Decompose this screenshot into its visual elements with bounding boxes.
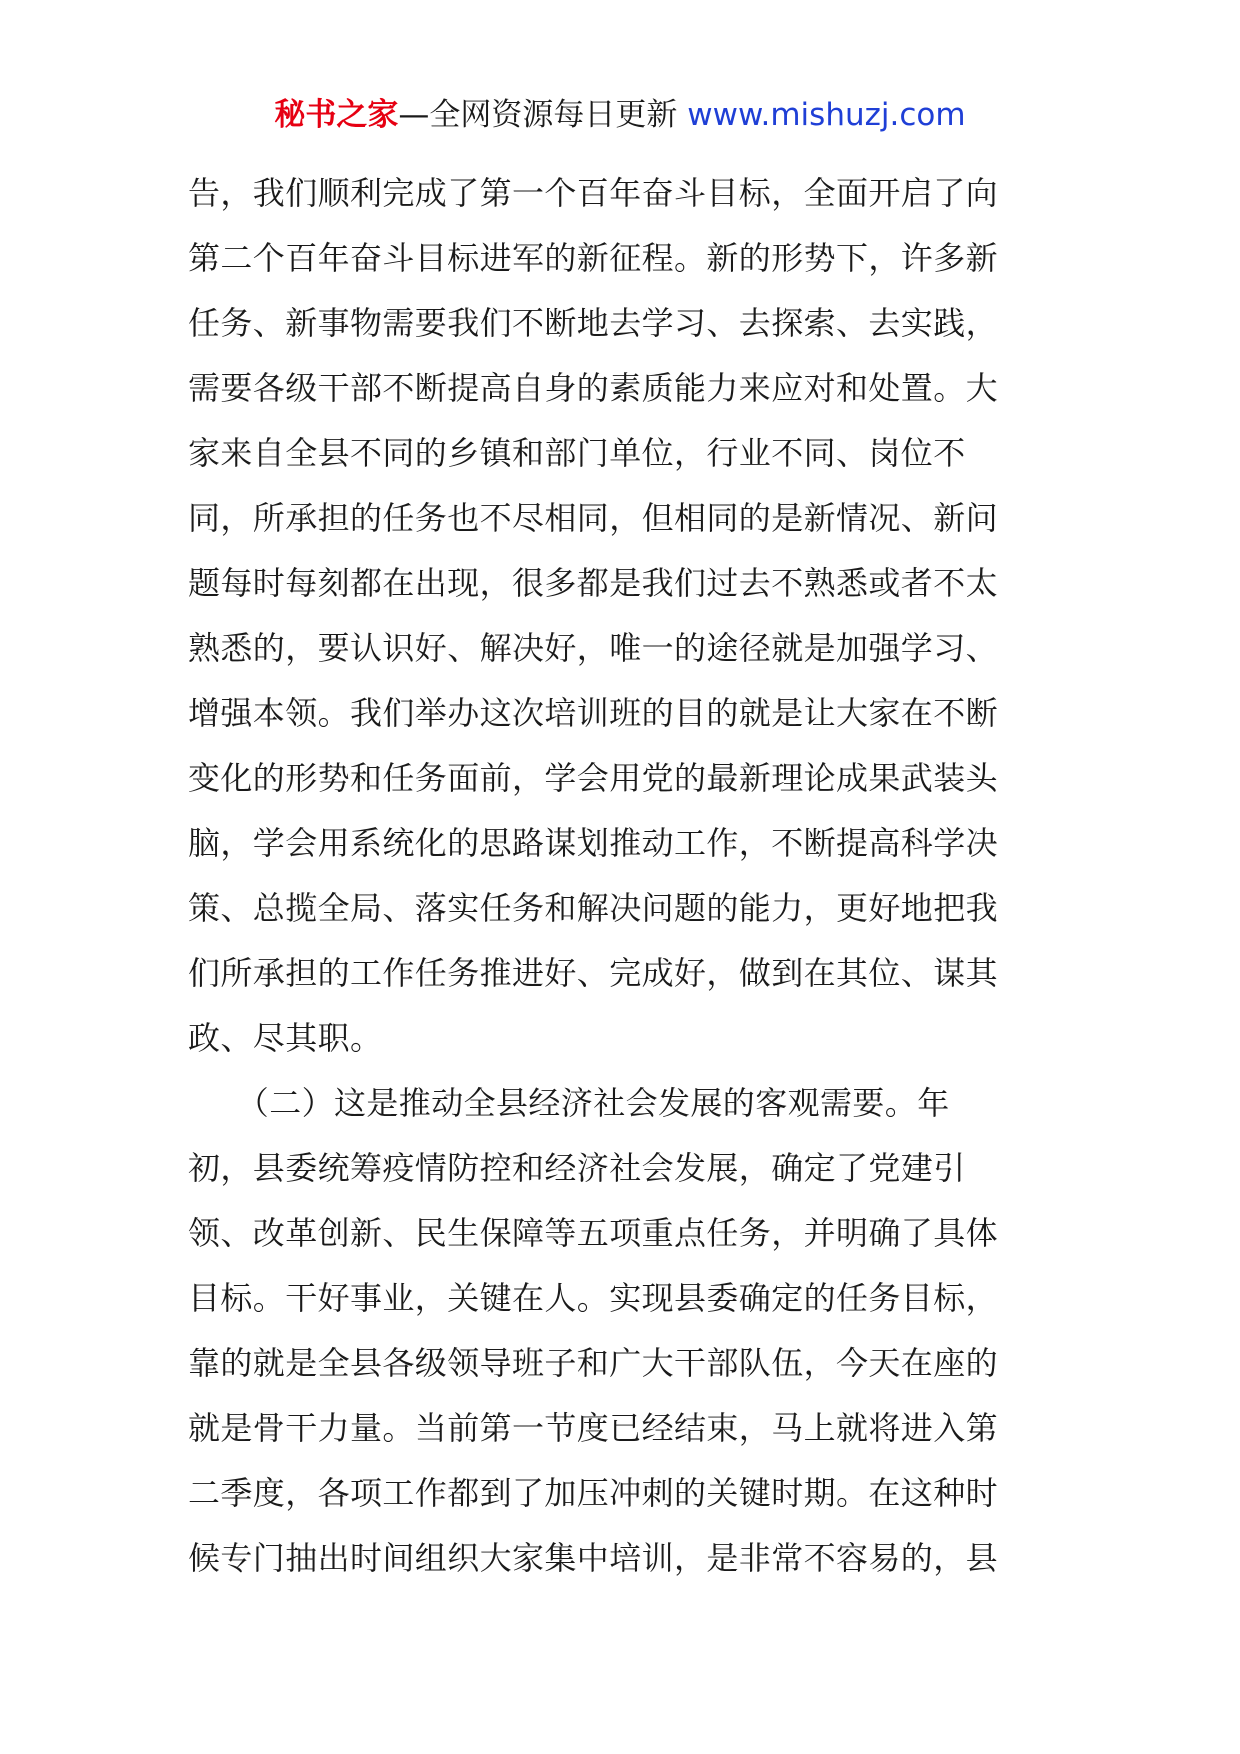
text-line: 策、总揽全局、落实任务和解决问题的能力，更好地把我	[188, 889, 999, 927]
site-slogan: —全网资源每日更新	[398, 97, 688, 133]
text-line: 就是骨干力量。当前第一节度已经结束，马上就将进入第	[188, 1409, 999, 1447]
text-line: 二季度，各项工作都到了加压冲刺的关键时期。在这种时	[188, 1474, 999, 1512]
text-line: 目标。干好事业，关键在人。实现县委确定的任务目标，	[188, 1279, 999, 1317]
text-line: 们所承担的工作任务推进好、完成好，做到在其位、谋其	[188, 954, 999, 992]
text-line: 初，县委统筹疫情防控和经济社会发展，确定了党建引	[188, 1149, 966, 1187]
text-line: 同，所承担的任务也不尽相同，但相同的是新情况、新问	[188, 499, 999, 537]
text-line: 靠的就是全县各级领导班子和广大干部队伍，今天在座的	[188, 1344, 999, 1382]
text-line: 政、尽其职。	[188, 1019, 383, 1057]
site-brand: 秘书之家	[274, 97, 399, 133]
text-line: 候专门抽出时间组织大家集中培训，是非常不容易的，县	[188, 1539, 999, 1577]
text-line: 第二个百年奋斗目标进军的新征程。新的形势下，许多新	[188, 239, 999, 277]
text-line: 增强本领。我们举办这次培训班的目的就是让大家在不断	[188, 694, 999, 732]
site-url-link[interactable]: www.mishuzj.com	[687, 97, 966, 133]
text-line: 需要各级干部不断提高自身的素质能力来应对和处置。大	[188, 369, 999, 407]
text-line: 家来自全县不同的乡镇和部门单位，行业不同、岗位不	[188, 434, 966, 472]
text-line: 熟悉的，要认识好、解决好，唯一的途径就是加强学习、	[188, 629, 999, 667]
text-line: 变化的形势和任务面前，学会用党的最新理论成果武装头	[188, 759, 999, 797]
section-heading-line: （二）这是推动全县经济社会发展的客观需要。年	[188, 1084, 950, 1122]
text-line: 题每时每刻都在出现，很多都是我们过去不熟悉或者不太	[188, 564, 999, 602]
site-header	[0, 92, 1240, 138]
text-line: 脑，学会用系统化的思路谋划推动工作，不断提高科学决	[188, 824, 999, 862]
text-line: 领、改革创新、民生保障等五项重点任务，并明确了具体	[188, 1214, 999, 1252]
text-line: 告，我们顺利完成了第一个百年奋斗目标，全面开启了向	[188, 174, 999, 212]
document-body	[188, 161, 1056, 1591]
text-line: 任务、新事物需要我们不断地去学习、去探索、去实践，	[188, 304, 999, 342]
